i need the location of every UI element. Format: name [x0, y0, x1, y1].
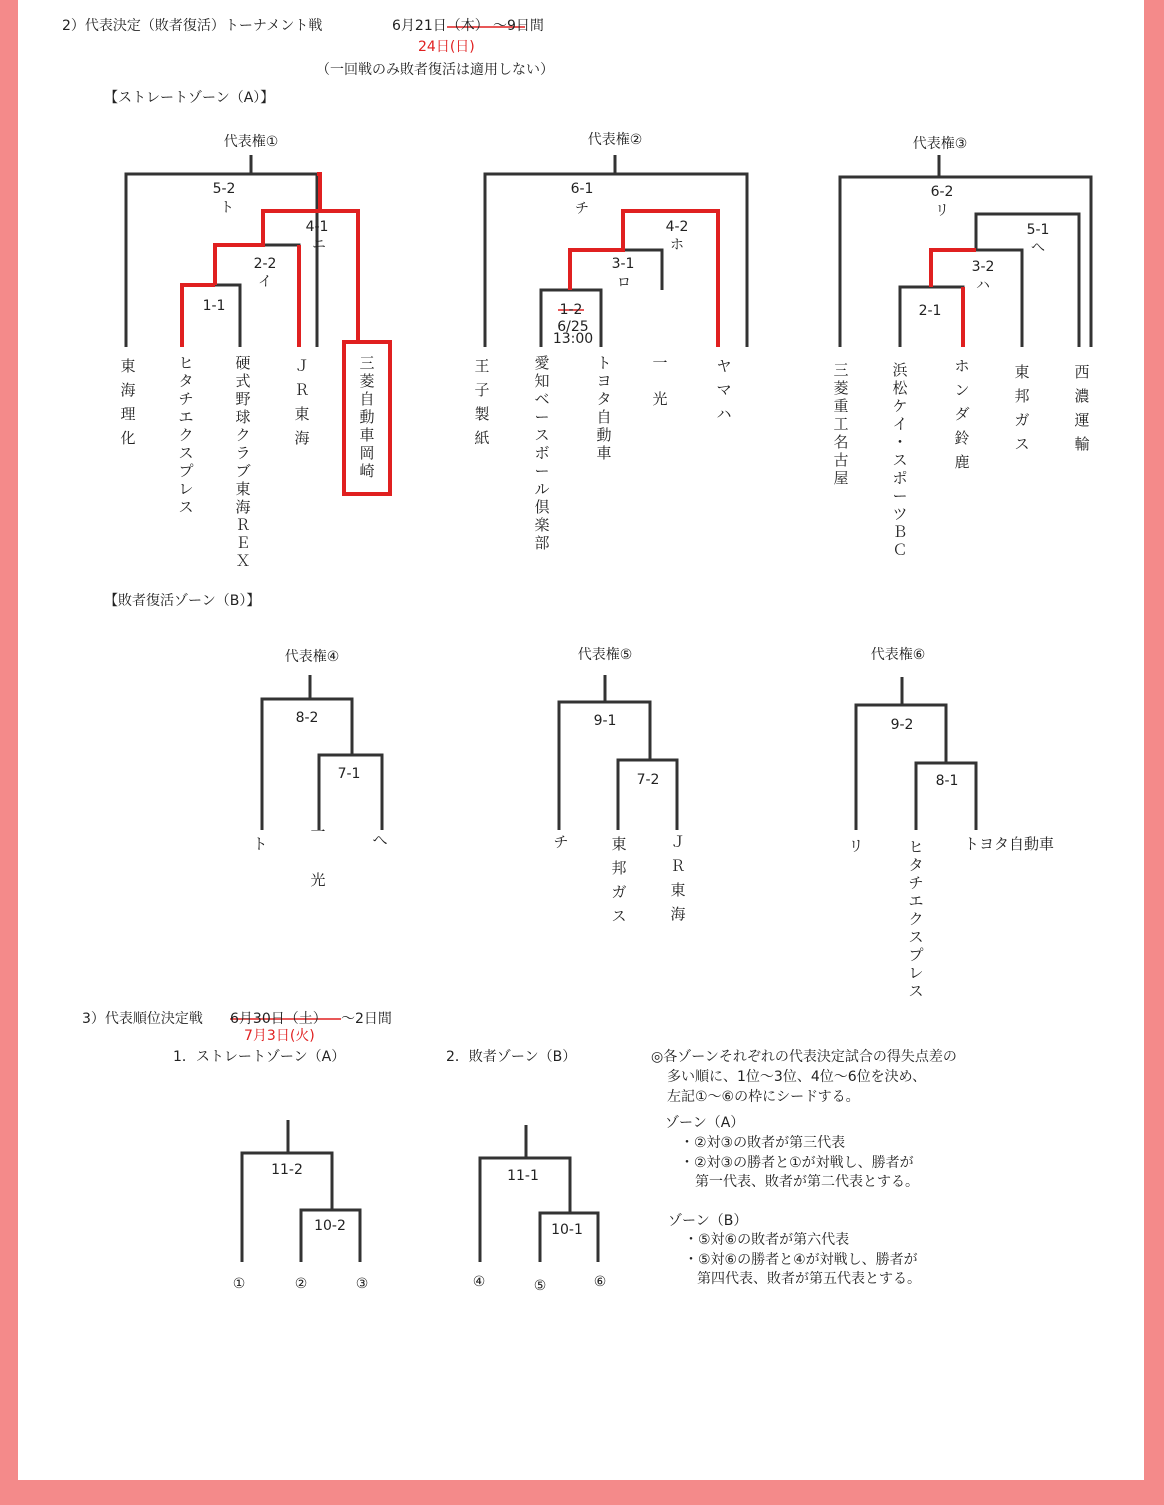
- team-name: 王 子 製 紙: [474, 357, 490, 447]
- zone-b-rule-label: ゾーン（B）: [668, 1213, 748, 1229]
- match-label: 11-1: [507, 1168, 539, 1184]
- bracket-b6-title: 代表権⑥: [870, 647, 926, 663]
- team-name: ト: [252, 835, 268, 853]
- match-label: 2-2: [253, 256, 277, 272]
- section2-date-old: 6月21日（木）: [392, 18, 489, 34]
- match-kana: へ: [1031, 240, 1045, 256]
- match-label: 3-1: [611, 256, 635, 272]
- notes-line: 多い順に、1位～3位、4位～6位を決め、: [667, 1069, 927, 1085]
- match-label: 4-2: [665, 219, 689, 235]
- section3-date-old: 6月30日（土）: [230, 1011, 327, 1027]
- sub-a-title: 1．ストレートゾーン（A）: [173, 1049, 346, 1065]
- section2-title: 2）代表決定（敗者復活）トーナメント戦: [62, 18, 323, 34]
- reschedule-date: 6/25: [557, 319, 589, 335]
- match-label: 4-1: [305, 219, 329, 235]
- seed-label: ③: [355, 1276, 369, 1292]
- match-label: 3-2: [971, 259, 995, 275]
- zone-b-rule-line: ・⑤対⑥の勝者と④が対戦し、勝者が: [684, 1252, 918, 1268]
- zone-b-rule-line: ・⑤対⑥の敗者が第六代表: [684, 1232, 850, 1248]
- team-name: リ: [848, 837, 864, 855]
- seed-label: ⑤: [533, 1278, 547, 1294]
- match-kana: ニ: [312, 237, 326, 253]
- team-name-vertical: 三 菱 重 工 名 古 屋: [833, 361, 849, 487]
- bracket-b5-title: 代表権⑤: [577, 647, 633, 663]
- match-kana: リ: [935, 203, 949, 219]
- bracket-b4-title: 代表権④: [284, 649, 340, 665]
- team-name: Ｊ Ｒ 東 海: [670, 833, 686, 923]
- seed-label: ②: [294, 1276, 308, 1292]
- section2-date-new: 24日(日): [418, 39, 475, 55]
- match-label: 7-2: [636, 772, 660, 788]
- team-name: チ: [553, 833, 569, 851]
- zone-b-label: 【敗者復活ゾーン（B）】: [104, 593, 261, 609]
- match-kana: ホ: [670, 237, 684, 253]
- bracket-a1-title: 代表権①: [223, 134, 279, 150]
- team-name-vertical: 硬 式 野 球 ク ラ ブ 東 海 Ｒ Ｅ Ｘ: [235, 354, 251, 570]
- notes-line: 左記①～⑥の枠にシードする。: [667, 1089, 860, 1105]
- team-name: へ: [372, 831, 388, 849]
- bracket-a3-title: 代表権③: [912, 136, 968, 152]
- match-label: 6-1: [570, 181, 594, 197]
- section3-date-new: 7月3日(火): [244, 1028, 315, 1044]
- team-name-vertical: 愛 知 ベ ー ス ボ ー ル 倶 楽 部: [534, 354, 550, 552]
- sub-b-title: 2．敗者ゾーン（B）: [446, 1049, 577, 1065]
- match-label: 9-2: [890, 717, 914, 733]
- team-name-vertical: 浜 松 ケ イ ・ ス ポ ー ツ Ｂ Ｃ: [892, 361, 908, 559]
- zone-a-rule-line: 第一代表、敗者が第二代表とする。: [695, 1174, 919, 1190]
- team-name: ヤ マ ハ: [716, 357, 732, 423]
- team-name: 西 濃 運 輸: [1074, 363, 1090, 453]
- zone-a-rule-line: ・②対③の勝者と①が対戦し、勝者が: [680, 1155, 914, 1171]
- match-label: 10-1: [551, 1222, 583, 1238]
- team-name-vertical: ヒ タ チ エ ク ス プ レ ス: [178, 354, 194, 516]
- document-sheet: [18, 0, 1144, 1480]
- notes-line: ◎各ゾーンそれぞれの代表決定試合の得失点差の: [651, 1049, 957, 1065]
- match-kana: チ: [575, 201, 589, 217]
- match-label: 9-1: [593, 713, 617, 729]
- team-name: 一 光: [652, 354, 668, 408]
- match-label: 5-1: [1026, 222, 1050, 238]
- team-name-vertical: ヒ タ チ エ ク ス プ レ ス: [908, 838, 924, 1000]
- section2-note: （一回戦のみ敗者復活は適用しない）: [316, 62, 554, 78]
- match-label-cancelled: 1-2: [559, 302, 583, 318]
- match-label: 10-2: [314, 1218, 346, 1234]
- seed-label: ④: [472, 1274, 486, 1290]
- match-label: 6-2: [930, 184, 954, 200]
- match-label: 2-1: [918, 303, 942, 319]
- seed-label: ⑥: [593, 1274, 607, 1290]
- zone-b-rule-line: 第四代表、敗者が第五代表とする。: [697, 1271, 921, 1287]
- team-name: 東 邦 ガ ス: [1014, 363, 1030, 453]
- team-name: 東 邦 ガ ス: [611, 835, 627, 925]
- seed-label: ①: [232, 1276, 246, 1292]
- zone-a-rule-label: ゾーン（A）: [665, 1115, 745, 1131]
- team-name-vertical: ト ヨ タ 自 動 車: [596, 354, 612, 462]
- zone-a-rule-line: ・②対③の敗者が第三代表: [680, 1135, 846, 1151]
- section3-date-suffix: ～2日間: [341, 1011, 392, 1027]
- match-label: 8-2: [295, 710, 319, 726]
- team-name: 東 海 理 化: [120, 357, 136, 447]
- match-kana: ト: [220, 200, 234, 216]
- match-label: 1-1: [202, 298, 226, 314]
- section3-title: 3）代表順位決定戦: [82, 1011, 203, 1027]
- team-name: Ｊ Ｒ 東 海: [294, 357, 310, 447]
- match-label: 5-2: [212, 181, 236, 197]
- team-name-vertical: トヨタ自動車: [964, 835, 1055, 853]
- match-label: 11-2: [271, 1162, 303, 1178]
- reschedule-time: 13:00: [552, 331, 594, 347]
- team-name: ホ ン ダ 鈴 鹿: [954, 357, 970, 471]
- match-label: 7-1: [337, 766, 361, 782]
- bracket-a2-title: 代表権②: [587, 132, 643, 148]
- bracket-lines: [18, 0, 1144, 1480]
- zone-a-label: 【ストレートゾーン（A）】: [104, 90, 275, 106]
- match-label: 8-1: [935, 773, 959, 789]
- team-name-vertical: 三 菱 自 動 車 岡 崎: [359, 354, 375, 480]
- match-kana: ハ: [976, 278, 990, 294]
- match-kana: イ: [258, 274, 272, 290]
- match-kana: ロ: [617, 275, 631, 291]
- team-name: 一 光: [310, 823, 326, 889]
- section2-date-suffix: ～9日間: [493, 18, 544, 34]
